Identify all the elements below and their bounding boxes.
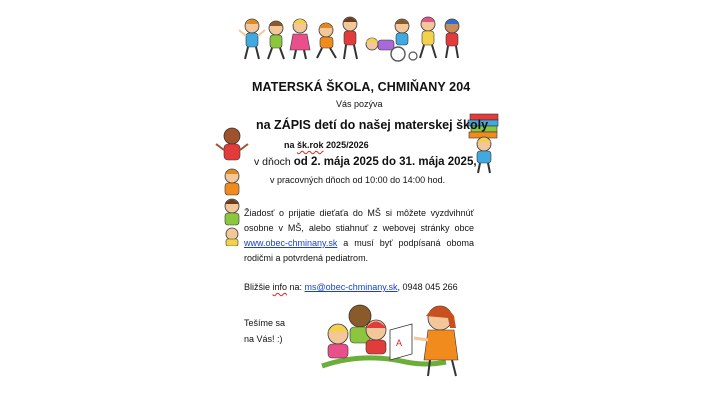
para-line: rodičmi a potvrdená pediatrom. (244, 253, 369, 263)
child-figure (366, 38, 394, 50)
website-link[interactable]: www.obec-chminany.sk (244, 238, 338, 248)
closing-line-2: na Vás! :) (244, 334, 283, 344)
dates-range: od 2. mája 2025 do 31. mája 2025, (293, 156, 477, 168)
child-figure (420, 17, 436, 58)
dates-prefix: v dňoch (254, 156, 294, 168)
email-link[interactable]: ms@obec-chminany.sk (304, 282, 398, 292)
info-word: info (272, 282, 288, 292)
phone-number: , 0948 045 266 (397, 282, 458, 292)
child-figure (343, 17, 357, 59)
school-year (284, 140, 369, 150)
child-figure (268, 21, 284, 59)
children-banner (238, 14, 476, 64)
closing-line-1: Tešíme sa (244, 318, 286, 328)
teacher-reading-to-children (318, 300, 464, 380)
para-line: Žiadosť o prijatie dieťaťa do MŠ si môžete vyzdvihnúť (244, 208, 474, 218)
info-prefix: Bližšie (244, 282, 273, 292)
info-mid: na: (287, 282, 305, 292)
invite-text: Vás pozýva (336, 99, 383, 109)
child-figure (290, 19, 310, 59)
svg-text:A: A (396, 338, 403, 348)
contact-info (244, 282, 458, 292)
year-value: 2025/2026 (323, 140, 369, 150)
child-figure (445, 19, 459, 58)
headline: na ZÁPIS detí do našej materskej školy (256, 118, 489, 132)
child-figure (239, 19, 265, 59)
school-title: MATERSKÁ ŠKOLA, CHMIŇANY 204 (252, 80, 471, 94)
para-line-rest: a musí byť podpísaná oboma (337, 238, 474, 248)
enrollment-dates (254, 156, 477, 168)
application-paragraph (244, 206, 474, 266)
para-line (244, 236, 474, 251)
child-figure (391, 19, 417, 61)
enrollment-hours: v pracovných dňoch od 10:00 do 14:00 hod. (270, 175, 446, 185)
child-figure (317, 23, 336, 58)
year-word: šk.rok (297, 140, 324, 150)
year-prefix: na (284, 140, 298, 150)
para-line: osobne v MŠ, alebo stiahnuť z webovej stránky obce (244, 223, 474, 233)
